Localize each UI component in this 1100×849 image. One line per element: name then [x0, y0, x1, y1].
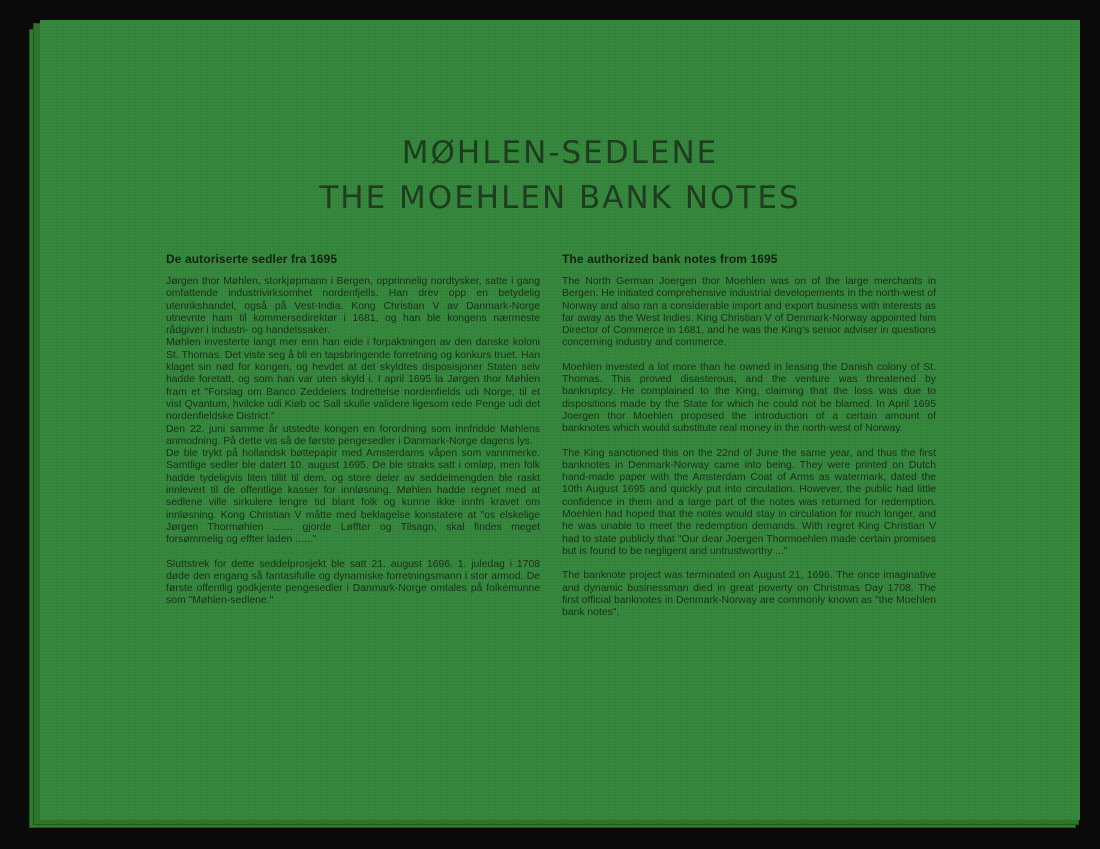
title-english: THE MOEHLEN BANK NOTES — [319, 180, 801, 216]
english-paragraph-4: The banknote project was terminated on August 21, 1696. The once imaginative and dynamic businessman died in great poverty on Christmas Day 1708. The first official banknotes in Denmark-Norway are commonly known as "the Moehlen bank notes". — [562, 570, 936, 619]
english-paragraph-3: The King sanctioned this on the 22nd of June the same year, and thus the first banknotes in Denmark-Norway came into being. They were printed on Dutch hand-made paper with the Amsterdam Coat of Arms as watermark, dated the 10th August 1695 and quickly put into circulation. However, the public had little confidence in them and a large part of the notes was returned for redemption. Moehlen had hoped that the notes would stay in circulation for much longer, and he was unable to meet the redemption demands. With regret King Christian V had to state publicly that "Our dear Joergen Thormoehlen made certain promises but is found to be negligent and untrustworthy ..." — [562, 447, 936, 557]
title-norwegian: MØHLEN-SEDLENE — [401, 135, 719, 171]
english-paragraph-2: Moehlen invested a lot more than he owned in leasing the Danish colony of St. Thomas. This proved disasterous, and the venture was threatened by bankruptcy. He complained to the King, claiming that the loss was due to dispositions made by the State for which he could not be blamed. In April 1695 Joergen thor Moehlen proposed the introduction of a certain amount of banknotes which would substitute real money in the north-west of Norway. — [562, 361, 936, 435]
english-column — [562, 252, 936, 619]
english-heading: The authorized bank notes from 1695 — [562, 252, 778, 266]
norwegian-paragraph-4: De ble trykt på hollandsk bøttepapir med Amsterdams våpen som vannmerke. Samtlige sedler ble datert 10. august 1695. De ble straks satt i omløp, men folk hadde tydeligvis liten tillit til dem, og store deler av seddelmengden ble raskt innlevert til de offentlige kasser for innløsning. Møhlen hadde regnet med at sedlene ville sirkulere lengre tid blant folk og kunne ikke innfri kravet om innløsning. Kong Christian V måtte med beklagelse konstatere at "os elskelige Jørgen Thormøhlen ....... gjorde Løffter og Tilsagn, skal findes meget forsømmelig og effter laden ......" — [166, 448, 540, 546]
norwegian-paragraph-5: Sluttstrek for dette seddelprosjekt ble satt 21. august 1696. 1. juledag i 1708 døde den engang så fantasifulle og dynamiske forretningsmann i stor armod. De første offentlig godkjente pengesedler i Danmark-Norge omtales på folkemunne som "Møhlen-sedlene." — [166, 558, 540, 607]
norwegian-column — [166, 252, 540, 608]
norwegian-paragraph-3: Den 22. juni samme år utstedte kongen en forordning som innfridde Møhlens anmodning. På dette vis så de første pengesedler i Danmark-Norge dagens lys. — [166, 423, 540, 447]
norwegian-paragraph-1: Jørgen thor Møhlen, storkjøpmann i Bergen, opprinnelig nordtysker, satte i gang omfattende industrivirksomhet nordenfjells. Han drev opp en betydelig utenrikshandel, også på Vest-India. Kong Christian V av Danmark-Norge utnevnte ham til kommersedirektør i 1681, og han ble kongens nærmeste rådgiver i industri- og handelssaker. — [166, 276, 540, 337]
english-paragraph-1: The North German Joergen thor Moehlen was on of the large merchants in Bergen. He initiated comprehensive industrial developements in the north-west of Norway and also ran a considerable import and export business with interests as far away as the West Indies. King Christian V of Denmark-Norway appointed him Director of Commerce in 1681, and he was the King's senior adviser in questions concerning industry and commerce. — [562, 276, 936, 349]
norwegian-heading: De autoriserte sedler fra 1695 — [166, 252, 338, 266]
norwegian-paragraph-2: Møhlen investerte langt mer enn han eide i forpaktningen av den danske koloni St. Thomas. Det viste seg å bli en tapsbringende forretning og konkurs truet. Han klaget sin nød for kongen, og hevdet at det skyldtes disposisjoner Staten selv hadde foretatt, og som han var uten skyld i. I april 1695 la Jørgen thor Møhlen fram et "Forslag om Banco Zeddelers Indrettelse nordenfields udi Norge, til et vist Qvantum, hvilcke udi Kiøb oc Sall skulle validere ligesom rede Penge udi det nordenfieldske District." — [166, 337, 540, 423]
folder-cover — [40, 20, 1080, 820]
